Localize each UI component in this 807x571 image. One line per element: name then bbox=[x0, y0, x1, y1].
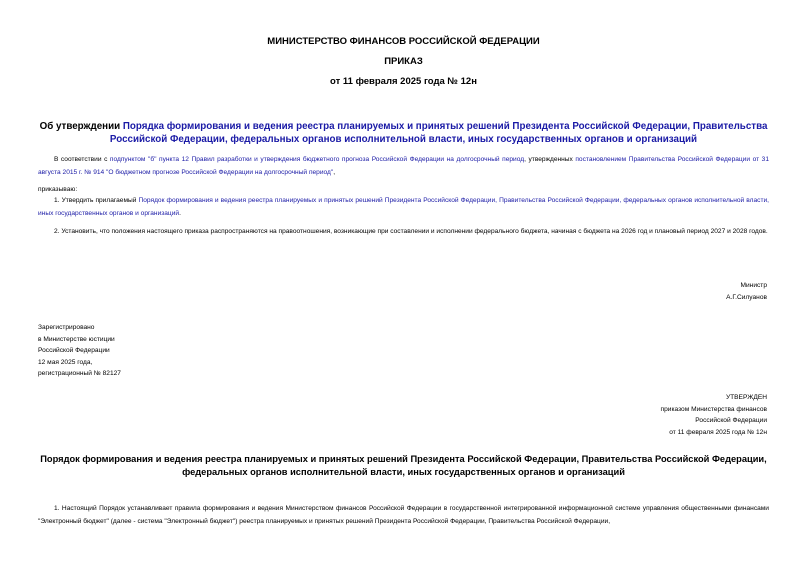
approved-line: от 11 февраля 2025 года № 12н bbox=[669, 428, 767, 436]
prikazyvayu-text: приказываю: bbox=[38, 186, 78, 193]
signature-block bbox=[726, 280, 767, 303]
registration-line: 12 мая 2025 года, bbox=[38, 358, 93, 366]
registration-line: Российской Федерации bbox=[38, 347, 110, 354]
preamble-paragraph bbox=[38, 154, 769, 179]
order-point-1-end: . bbox=[179, 209, 181, 217]
registration-line: в Министерстве юстиции bbox=[38, 335, 115, 343]
preamble-text-1: В соответствии с bbox=[54, 156, 110, 163]
procedure-title: Порядок формирования и ведения реестра планируемых и принятых решений Президента Российской Федерации, Правительства Российской Федерации, федеральных органов исполнительной власти, иных государственных органов и организаций bbox=[40, 454, 767, 477]
registration-line: регистрационный № 82127 bbox=[38, 370, 121, 377]
preamble-link-subpoint[interactable]: подпунктом "б" пункта 12 Правил разработки и утверждения бюджетного прогноза Российской Федерации на долгосрочный период bbox=[109, 156, 525, 163]
signature-name: А.Г.Силуанов bbox=[726, 293, 767, 301]
order-title bbox=[30, 120, 777, 146]
signature-position: Министр bbox=[740, 282, 767, 289]
doc-type-heading: ПРИКАЗ bbox=[384, 56, 423, 67]
title-prefix: Об утверждении bbox=[39, 121, 123, 132]
registration-line: Зарегистрировано bbox=[38, 324, 95, 331]
registration-block bbox=[38, 322, 121, 380]
procedure-point-1: 1. Настоящий Порядок устанавливает правила формирования и ведения Министерством финансов Российской Федерации в государственной интегрированной информационной системе управления общественными финансами "Электронный бюджет" (далее - система "Электронный бюджет") реестра планируемых и принятых решений Президента Российской Федерации, Правительства Российской Федерации, bbox=[38, 505, 769, 525]
title-link[interactable]: Порядка формирования и ведения реестра планируемых и принятых решений Президента Российской Федерации, Правительства Российской Федерации, федеральных органов исполнительной власти, иных государственных органов и организаций bbox=[109, 121, 768, 145]
approved-block bbox=[661, 392, 767, 438]
order-point-2: 2. Установить, что положения настоящего приказа распространяются на правоотношения, возникающие при составлении и исполнении федерального бюджета, начиная с бюджета на 2026 год и плановый период 2027 и 2028 годов. bbox=[54, 228, 768, 235]
preamble-text-2: , утвержденных bbox=[524, 156, 576, 163]
order-point-1-link[interactable]: Порядок формирования и ведения реестра планируемых и принятых решений Президента Российской Федерации, Правительства Российской Федерации, федеральных органов исполнительной власти, иных государственных органов и организаций bbox=[38, 197, 769, 217]
approved-line: приказом Министерства финансов bbox=[660, 405, 767, 413]
approved-line: Российской Федерации bbox=[695, 417, 767, 424]
preamble-link-resolution[interactable]: постановлением Правительства Российской Федерации от 31 августа 2015 г. № 914 "О бюджетном прогнозе Российской Федерации на долгосрочный период" bbox=[38, 156, 769, 176]
order-point-1-text: 1. Утвердить прилагаемый bbox=[54, 197, 139, 204]
approved-line: УТВЕРЖДЕН bbox=[725, 394, 767, 401]
preamble-text-3: , bbox=[333, 168, 336, 176]
order-date-number: от 11 февраля 2025 года № 12н bbox=[330, 76, 477, 87]
ministry-heading: МИНИСТЕРСТВО ФИНАНСОВ РОССИЙСКОЙ ФЕДЕРАЦИИ bbox=[267, 36, 540, 47]
order-point-1 bbox=[38, 195, 769, 220]
